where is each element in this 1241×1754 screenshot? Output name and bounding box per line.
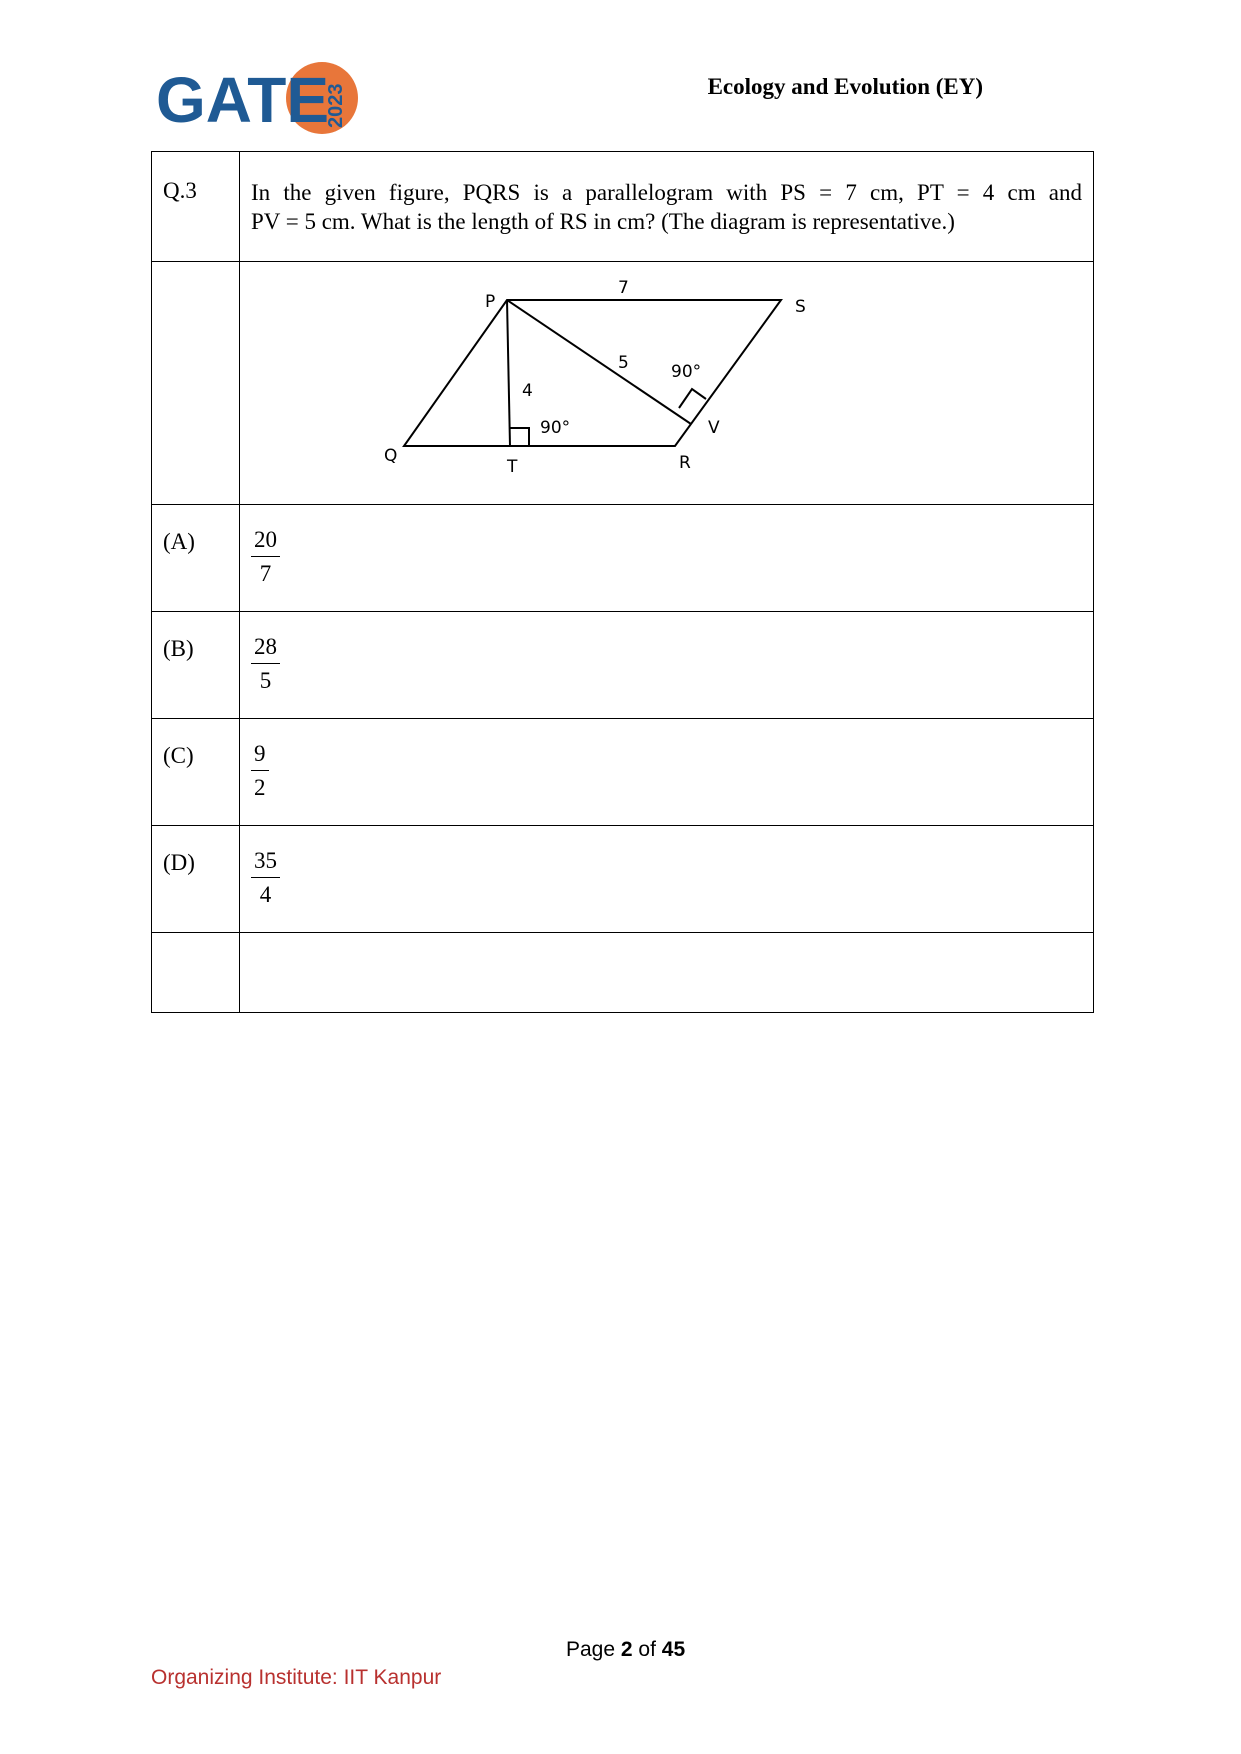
option-row-a (152, 505, 1094, 612)
option-a-label: (A) (152, 505, 240, 612)
right-angle-v-marker (679, 389, 706, 408)
parallelogram-figure (240, 262, 1093, 504)
option-a-numerator: 20 (251, 527, 280, 557)
question-text (240, 152, 1094, 262)
empty-row (152, 933, 1094, 1013)
option-d-numerator: 35 (251, 848, 280, 878)
figure-row (152, 262, 1094, 505)
question-text-line1: In the given figure, PQRS is a parallelogram with PS = 7 cm, PT = 4 cm and (251, 180, 1082, 205)
page-number (566, 1638, 685, 1662)
gate-2023-logo (150, 56, 360, 140)
question-text-line2: PV = 5 cm. What is the length of RS in cm? (The diagram is representative.) (251, 209, 955, 234)
page-total: 45 (661, 1638, 686, 1661)
page-of: of (632, 1638, 662, 1661)
label-q: Q (384, 446, 398, 466)
organizing-institute: Organizing Institute: IIT Kanpur (151, 1666, 442, 1689)
option-d-fraction (251, 848, 280, 908)
option-c-value (240, 719, 1094, 826)
option-b-denominator: 5 (259, 668, 272, 693)
question-number: Q.3 (152, 152, 240, 262)
option-c-fraction (251, 741, 269, 801)
empty-cell-left (152, 933, 240, 1013)
label-r: R (679, 453, 691, 473)
label-angle-t: 90° (540, 418, 571, 438)
option-a-fraction (251, 527, 280, 587)
segment-pt (507, 300, 510, 446)
page-prefix: Page (566, 1638, 621, 1661)
option-a-value (240, 505, 1094, 612)
label-pv-length: 5 (618, 353, 629, 373)
label-v: V (708, 418, 720, 438)
option-b-numerator: 28 (251, 634, 280, 664)
label-p: P (485, 292, 496, 312)
option-c-label: (C) (152, 719, 240, 826)
label-ps-length: 7 (618, 278, 629, 298)
label-s: S (795, 297, 806, 317)
option-a-denominator: 7 (259, 561, 272, 586)
question-row (152, 152, 1094, 262)
option-d-denominator: 4 (259, 882, 272, 907)
label-angle-v: 90° (671, 362, 702, 382)
option-row-b (152, 612, 1094, 719)
page-current: 2 (620, 1638, 633, 1661)
figure-number-cell (152, 262, 240, 505)
option-b-value (240, 612, 1094, 719)
label-t: T (507, 457, 518, 477)
logo-text: GATE (156, 64, 330, 136)
segment-pv (507, 300, 691, 424)
right-angle-t-marker (510, 428, 529, 446)
option-row-d (152, 826, 1094, 933)
option-c-numerator: 9 (251, 741, 269, 771)
subject-title: Ecology and Evolution (EY) (707, 74, 983, 99)
figure-cell (240, 262, 1094, 505)
parallelogram-pqrs (404, 300, 781, 446)
empty-cell-right (240, 933, 1094, 1013)
option-d-value (240, 826, 1094, 933)
option-row-c (152, 719, 1094, 826)
option-b-fraction (251, 634, 280, 694)
option-b-label: (B) (152, 612, 240, 719)
question-table (151, 151, 1094, 1013)
option-d-label: (D) (152, 826, 240, 933)
label-pt-length: 4 (522, 381, 533, 401)
option-c-denominator: 2 (254, 775, 266, 800)
logo-year: 2023 (325, 83, 347, 128)
